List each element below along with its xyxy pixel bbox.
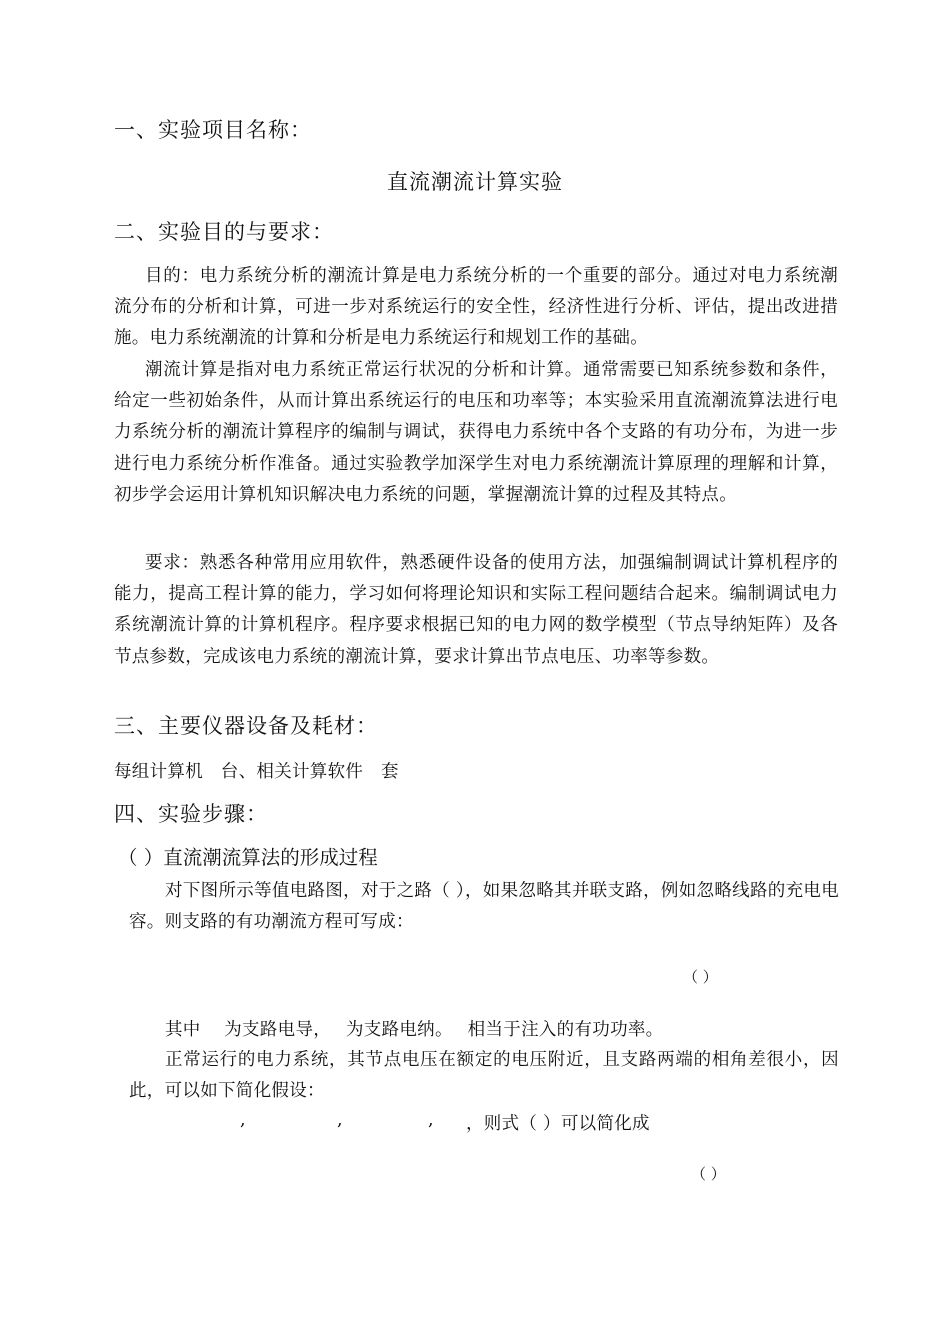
variable-definitions: 其中 为支路电导， 为支路电纳。 相当于注入的有功功率。 (165, 1020, 664, 1040)
purpose-paragraph: 目的：电力系统分析的潮流计算是电力系统分析的一个重要的部分。通过对电力系统潮流分布的分析和计算，可进一步对系统运行的安全性，经济性进行分析、评估，提出改进措施。电力系统潮流的计算和分析是电力系统运行和规划工作的基础。 (114, 266, 838, 349)
subsection-1-heading: （ ）直流潮流算法的形成过程 (118, 846, 378, 869)
normal-operation-paragraph: 正常运行的电力系统，其节点电压在额定的电压附近，且支路两端的相角差很小，因此，可以如下简化假设： (129, 1050, 839, 1102)
simplification-text: ，则式（ ）可以简化成 (466, 1114, 650, 1134)
section-3-heading: 三、主要仪器设备及耗材： (114, 714, 378, 738)
requirements-paragraph: 要求：熟悉各种常用应用软件，熟悉硬件设备的使用方法，加强编制调试计算机程序的能力，提高工程计算的能力，学习如何将理论知识和实际工程问题结合起来。编制调试电力系统潮流计算的计算机程序。程序要求根据已知的电力网的数学模型（节点导纳矩阵）及各节点参数，完成该电力系统的潮流计算，要求计算出节点电压、功率等参数。 (114, 553, 838, 667)
equipment-line: 每组计算机 台、相关计算软件 套 (114, 762, 399, 782)
equation-1-number: （ ） (683, 968, 718, 986)
assumption-comma-2: , (337, 1110, 343, 1130)
experiment-title: 直流潮流计算实验 (387, 170, 563, 194)
assumption-comma-1: , (240, 1110, 246, 1130)
section-4-heading: 四、实验步骤： (114, 802, 268, 826)
power-flow-paragraph: 潮流计算是指对电力系统正常运行状况的分析和计算。通常需要已知系统参数和条件，给定一些初始条件，从而计算出系统运行的电压和功率等；本实验采用直流潮流算法进行电力系统分析的潮流计算程序的编制与调试，获得电力系统中各个支路的有功分布，为进一步进行电力系统分析作准备。通过实验教学加深学生对电力系统潮流计算原理的理解和计算，初步学会运用计算机知识解决电力系统的问题，掌握潮流计算的过程及其特点。 (114, 360, 838, 505)
section-1-heading: 一、实验项目名称： (114, 118, 312, 142)
section-2-heading: 二、实验目的与要求： (114, 220, 334, 244)
branch-flow-paragraph: 对下图所示等值电路图，对于之路（ ），如果忽略其并联支路，例如忽略线路的充电电容。则支路的有功潮流方程可写成： (129, 881, 839, 933)
assumption-comma-3: , (428, 1110, 434, 1130)
equation-2-number: （ ） (691, 1165, 726, 1183)
